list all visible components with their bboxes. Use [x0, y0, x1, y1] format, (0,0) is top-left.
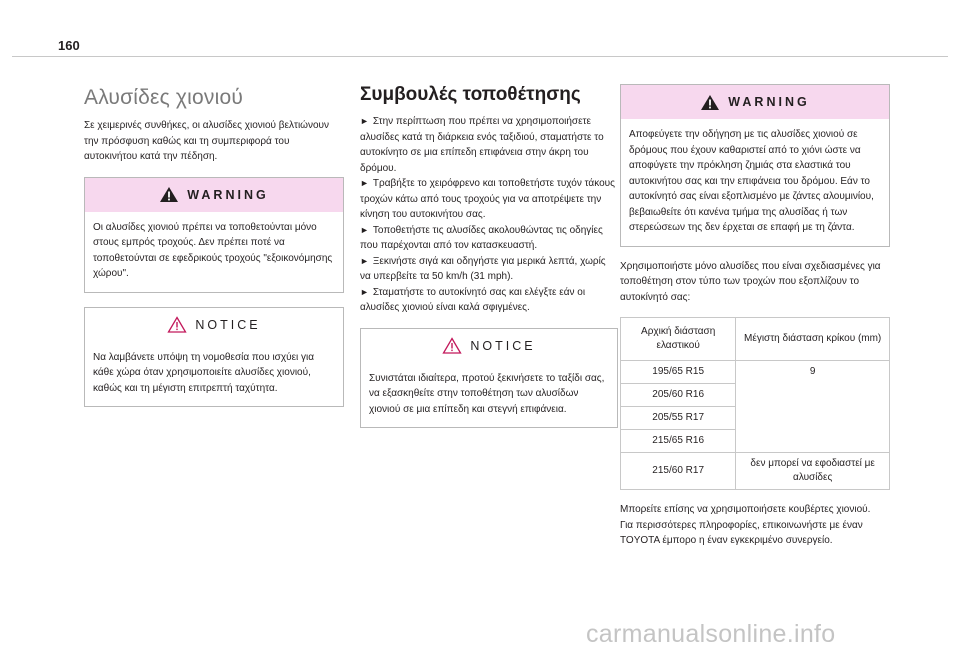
top-rule — [12, 56, 948, 57]
page-number: 160 — [58, 38, 80, 53]
table-header: Μέγιστη διάσταση κρίκου (mm) — [736, 318, 890, 361]
notice-box — [360, 328, 618, 429]
notice-text: Συνιστάται ιδιαίτερα, προτού ξεκινήσετε το ταξίδι σας, να εξασκηθείτε στην τοποθέτηση των αλυσίδων χιονιού σε μια επίπεδη και στεγνή επιφάνεια. — [369, 372, 605, 415]
watermark: carmanualsonline.info — [586, 620, 836, 648]
column-1 — [84, 80, 344, 407]
list-item: ► Σταματήστε το αυτοκίνητό σας και ελέγξτε εάν οι αλυσίδες χιονιού είναι καλά σφιγμένες. — [360, 286, 586, 313]
intro-text: Σε χειμερινές συνθήκες, οι αλυσίδες χιονιού βελτιώνουν την πρόσφυση καθώς και τη συμπεριφορά του αυτοκινήτου κατά την πέδηση. — [84, 120, 329, 162]
list-item: ► Τοποθετήστε τις αλυσίδες ακολουθώντας τις οδηγίες που παρέχονται από τον κατασκευαστή. — [360, 224, 603, 251]
notice-title: NOTICE — [195, 317, 261, 332]
list-item: ► Ξεκινήστε σιγά και οδηγήστε για μερικά λεπτά, χωρίς να υπερβείτε τα 50 km/h (31 mph). — [360, 255, 606, 282]
warning-text: Αποφεύγετε την οδήγηση με τις αλυσίδες χιονιού σε δρόμους που έχουν καθαριστεί από το χιόνι ώστε να αποφύγετε την πρόκληση ζημιάς στα ελαστικά του αυτοκινήτου σας και την επιφάνεια του δρόμου. Εάν το αυτοκίνητό σας είναι εξοπλισμένο με ζάντες αλουμινίου, βεβαιωθείτε ότι κανένα τμήμα της αλυσίδας ή των στερεώσεων της δεν έρχεται σε επαφή με τη ζάντα. — [629, 129, 874, 233]
section-title-installation-tips: Συμβουλές τοποθέτησης — [360, 84, 581, 105]
notice-box — [84, 307, 344, 408]
section-title-snow-chains: Αλυσίδες χιονιού — [84, 86, 244, 109]
table-header: Αρχική διάσταση ελαστικού — [621, 318, 736, 361]
table-row: 195/65 R15 9 — [621, 361, 890, 384]
table-row: 215/60 R17 δεν μπορεί να εφοδιαστεί με αλυσίδες — [621, 453, 890, 490]
notice-triangle-icon — [167, 316, 187, 333]
warning-title: WARNING — [187, 187, 269, 202]
outro-text: Μπορείτε επίσης να χρησιμοποιήσετε κουβέρτες χιονιού. Για περισσότερες πληροφορίες, επικοινωνήστε με έναν TOYOTA έμπορο η έναν εγκεκριμένο συνεργείο. — [620, 504, 871, 546]
warning-title: WARNING — [728, 95, 810, 109]
list-item: ► Στην περίπτωση που πρέπει να χρησιμοποιήσετε αλυσίδες κατά τη διάρκεια ενός ταξιδιού, σταματήστε το αυτοκίνητο σε μια επίπεδη επιφάνεια στην άκρη του δρόμου. — [360, 116, 604, 174]
warning-box — [84, 177, 344, 293]
notice-title: NOTICE — [470, 338, 536, 353]
column-2 — [360, 80, 618, 428]
warning-triangle-icon — [700, 94, 720, 111]
warning-text: Οι αλυσίδες χιονιού πρέπει να τοποθετούνται μόνο στους εμπρός τροχούς. Δεν πρέπει ποτέ να τοποθετούνται σε εφεδρικούς τροχούς "εξοικονόμησης χώρου". — [93, 221, 333, 279]
warning-triangle-icon — [159, 186, 179, 203]
table-row: 205/55 R17 — [621, 407, 890, 430]
table-row: 205/60 R16 — [621, 384, 890, 407]
bullet-list — [360, 114, 618, 316]
table-row: 215/65 R16 — [621, 430, 890, 453]
notice-triangle-icon — [442, 337, 462, 354]
column-3 — [620, 74, 890, 549]
warning-box — [620, 84, 890, 247]
intro-text: Χρησιμοποιήστε μόνο αλυσίδες που είναι σχεδιασμένες για τοποθέτηση στον τύπο των τροχών που εξοπλίζουν το αυτοκίνητό σας: — [620, 260, 881, 303]
list-item: ► Τραβήξτε το χειρόφρενο και τοποθετήστε τυχόν τάκους τροχών κάτω από τους τροχούς για να αποτρέψετε την κίνηση του αυτοκινήτου σας. — [360, 178, 615, 220]
notice-text: Να λαμβάνετε υπόψη τη νομοθεσία που ισχύει για κάθε χώρα όταν χρησιμοποιείτε αλυσίδες χιονιού, καθώς και τη μέγιστη επιτρεπτή ταχύτητα. — [93, 351, 315, 394]
chain-size-table — [620, 317, 890, 490]
